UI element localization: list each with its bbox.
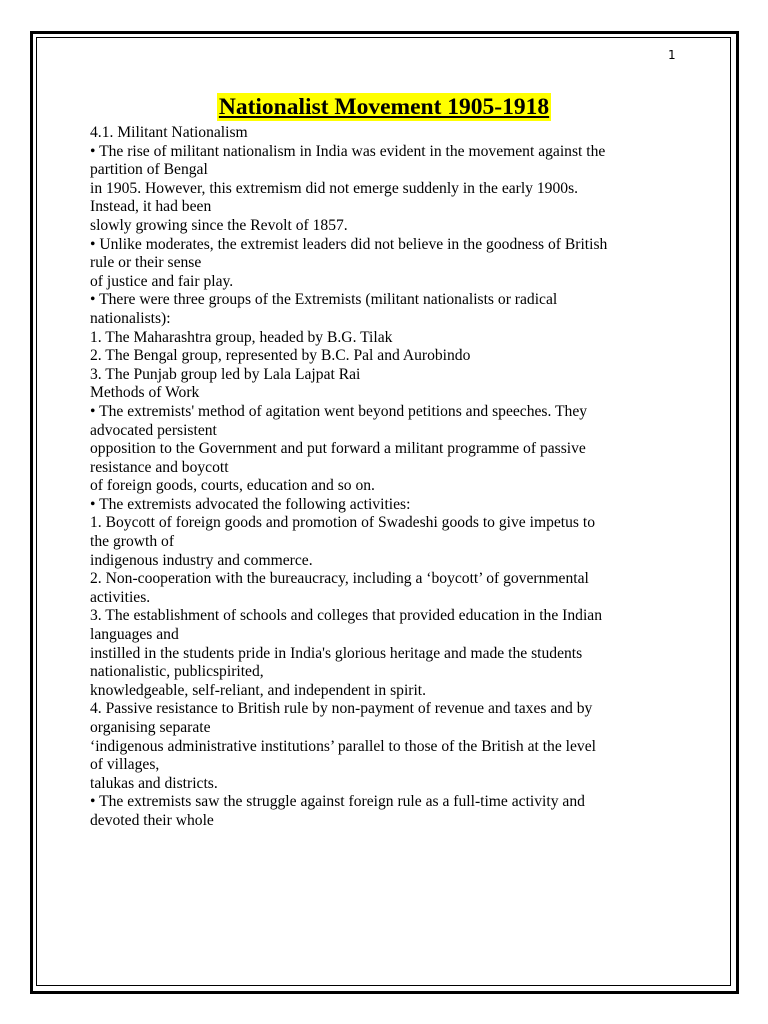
section-heading: Methods of Work: [90, 384, 200, 402]
text-line: nationalists):: [90, 309, 171, 327]
text-line: • Unlike moderates, the extremist leaders did not believe in the goodness of British: [90, 235, 608, 253]
text-line: Instead, it had been: [90, 198, 212, 216]
text-line: activities.: [90, 588, 151, 606]
text-line: nationalistic, publicspirited,: [90, 663, 264, 681]
text-line: • The extremists saw the struggle against foreign rule as a full-time activity and: [90, 793, 585, 811]
list-item: 2. Non-cooperation with the bureaucracy, including a ‘boycott’ of governmental: [90, 570, 589, 588]
text-line: instilled in the students pride in India's glorious heritage and made the students: [90, 644, 583, 662]
list-item: 1. Boycott of foreign goods and promotion of Swadeshi goods to give impetus to: [90, 514, 596, 532]
text-line: advocated persistent: [90, 421, 217, 439]
text-line: 4.1. Militant Nationalism: [90, 124, 248, 141]
text-line: resistance and boycott: [90, 458, 229, 476]
text-line: of villages,: [90, 756, 160, 774]
text-line: rule or their sense: [90, 254, 202, 272]
text-line: languages and: [90, 626, 179, 644]
list-item: 1. The Maharashtra group, headed by B.G. Tilak: [90, 328, 393, 346]
text-line: knowledgeable, self-reliant, and independent in spirit.: [90, 681, 427, 699]
text-line: organising separate: [90, 719, 211, 736]
list-item: 2. The Bengal group, represented by B.C. Pal and Aurobindo: [90, 347, 471, 365]
text-line: of justice and fair play.: [90, 272, 234, 290]
list-item: 3. The Punjab group led by Lala Lajpat Rai: [90, 365, 361, 383]
text-line: the growth of: [90, 533, 175, 551]
text-line: • The rise of militant nationalism in India was evident in the movement against the: [90, 142, 606, 160]
page-number: 1: [668, 48, 676, 62]
text-line: • The extremists advocated the following activities:: [90, 495, 411, 513]
list-item: 3. The establishment of schools and colleges that provided education in the Indian: [90, 607, 603, 625]
text-line: devoted their whole: [90, 811, 214, 829]
text-line: in 1905. However, this extremism did not emerge suddenly in the early 1900s.: [90, 179, 579, 197]
body-text: [90, 124, 700, 831]
title-container: [0, 93, 768, 121]
text-line: • The extremists' method of agitation went beyond petitions and speeches. They: [90, 402, 588, 420]
text-line: talukas and districts.: [90, 774, 218, 792]
text-line: partition of Bengal: [90, 161, 208, 179]
text-line: opposition to the Government and put forward a militant programme of passive: [90, 440, 586, 458]
text-line: • There were three groups of the Extremists (militant nationalists or radical: [90, 291, 558, 309]
text-line: of foreign goods, courts, education and so on.: [90, 477, 375, 495]
page-title: Nationalist Movement 1905-1918: [218, 94, 550, 120]
text-line: ‘indigenous administrative institutions’ parallel to those of the British at the level: [90, 737, 596, 755]
text-line: indigenous industry and commerce.: [90, 551, 313, 569]
list-item: 4. Passive resistance to British rule by non-payment of revenue and taxes and by: [90, 700, 593, 718]
text-line: slowly growing since the Revolt of 1857.: [90, 216, 348, 234]
